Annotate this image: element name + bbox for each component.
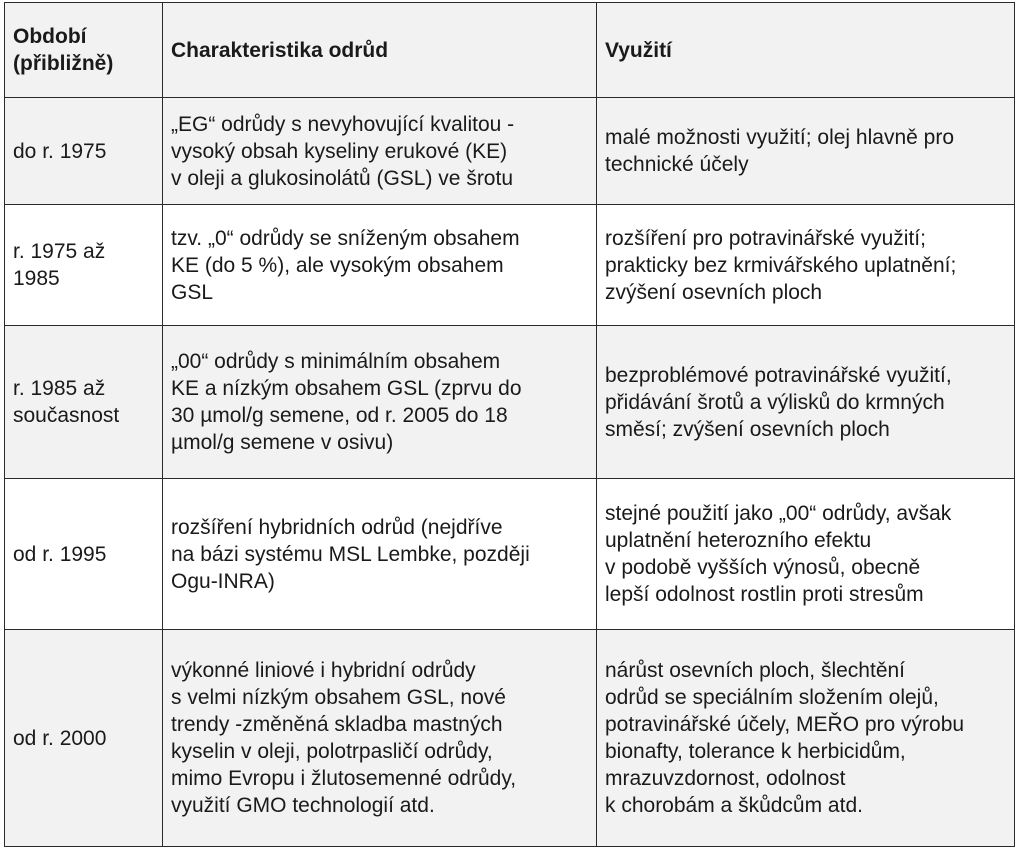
table-body	[5, 98, 1015, 847]
period-cell: r. 1985 až současnost	[5, 326, 163, 479]
header-usage: Využití	[597, 3, 1015, 98]
table-row	[5, 98, 1015, 205]
table-row	[5, 630, 1015, 847]
header-characteristics: Charakteristika odrůd	[163, 3, 597, 98]
rapeseed-varieties-table	[4, 2, 1015, 847]
header-row	[5, 3, 1015, 98]
usage-cell: malé možnosti využití; olej hlavně pro technické účely	[597, 98, 1015, 205]
usage-cell: bezproblémové potravinářské využití, přidávání šrotů a výlisků do krmných směsí; zvýšení osevních ploch	[597, 326, 1015, 479]
characteristics-cell: rozšíření hybridních odrůd (nejdříve na bázi systému MSL Lembke, později Ogu-INRA)	[163, 479, 597, 630]
table-row	[5, 326, 1015, 479]
usage-cell: nárůst osevních ploch, šlechtění odrůd se speciálním složením olejů, potravinářské účely, MEŘO pro výrobu bionafty, tolerance k herbicidům, mrazuvzdornost, odolnost k chorobám a škůdcům atd.	[597, 630, 1015, 847]
period-cell: do r. 1975	[5, 98, 163, 205]
characteristics-cell: „00“ odrůdy s minimálním obsahem KE a nízkým obsahem GSL (zprvu do 30 µmol/g semene, od r. 2005 do 18 µmol/g semene v osivu)	[163, 326, 597, 479]
header-period: Období (přibližně)	[5, 3, 163, 98]
period-cell: r. 1975 až 1985	[5, 205, 163, 326]
period-cell: od r. 1995	[5, 479, 163, 630]
usage-cell: rozšíření pro potravinářské využití; prakticky bez krmivářského uplatnění; zvýšení osevních ploch	[597, 205, 1015, 326]
period-cell: od r. 2000	[5, 630, 163, 847]
table-header	[5, 3, 1015, 98]
characteristics-cell: tzv. „0“ odrůdy se sníženým obsahem KE (do 5 %), ale vysokým obsahem GSL	[163, 205, 597, 326]
characteristics-cell: výkonné liniové i hybridní odrůdy s velmi nízkým obsahem GSL, nové trendy -změněná skladba mastných kyselin v oleji, polotrpasličí odrůdy, mimo Evropu i žlutosemenné odrůdy, využití GMO technologií atd.	[163, 630, 597, 847]
characteristics-cell: „EG“ odrůdy s nevyhovující kvalitou - vysoký obsah kyseliny erukové (KE) v oleji a glukosinolátů (GSL) ve šrotu	[163, 98, 597, 205]
usage-cell: stejné použití jako „00“ odrůdy, avšak uplatnění heterozního efektu v podobě vyšších výnosů, obecně lepší odolnost rostlin proti stresům	[597, 479, 1015, 630]
table-row	[5, 479, 1015, 630]
table-row	[5, 205, 1015, 326]
